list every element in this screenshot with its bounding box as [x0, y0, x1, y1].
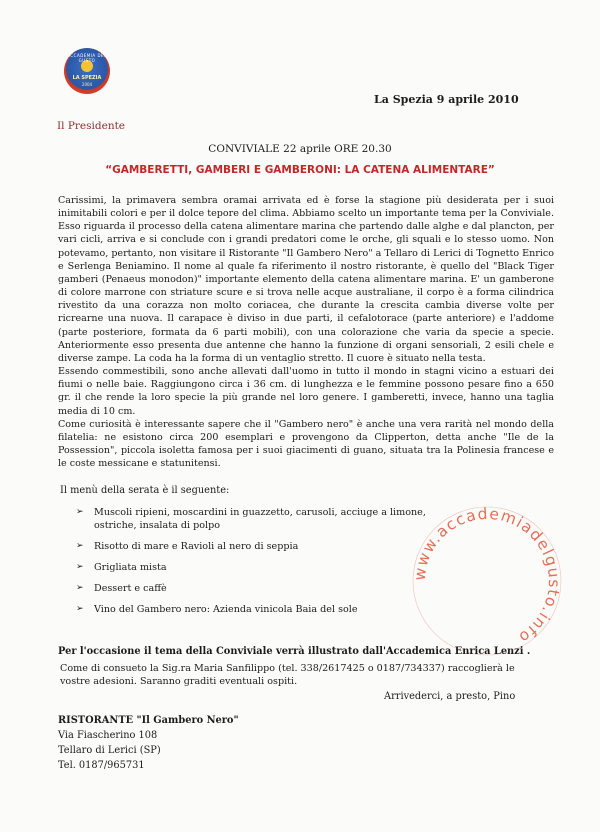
- academy-logo: [64, 48, 110, 94]
- logo-city: LA SPEZIA: [72, 75, 102, 81]
- arrow-bullet-icon: ➢: [76, 541, 84, 551]
- speaker-note: Per l'occasione il tema della Conviviale verrà illustrato dall'Accademica Enrica Lenzi .: [58, 646, 531, 657]
- svg-text:www.accademiadelgusto.info: [411, 505, 563, 647]
- menu-item: ➢ Vino del Gambero nero: Azienda vinicola Baia del sole: [76, 604, 358, 615]
- restaurant-address: [58, 713, 239, 773]
- restaurant-name: RISTORANTE "Il Gambero Nero": [58, 715, 239, 726]
- restaurant-phone: Tel. 0187/965731: [58, 760, 145, 771]
- menu-item: ➢ Dessert e caffè: [76, 583, 167, 594]
- signature-line: Arrivederci, a presto, Pino: [384, 691, 516, 702]
- body-paragraph-1: Carissimi, la primavera sembra oramai arrivata ed è forse la stagione più desiderata per i suoi inimitabili colori e per il dolce tepore del clima. Abbiamo scelto un importante tema per la Conviviale. Esso riguarda il processo della catena alimentare marina che partendo dalle alghe e dal plancton, per vari cicli, arriva e si conclude con i grandi predatori come le orche, gli squali e lo stesso uomo. Non potevamo, pertanto, non visitare il Ristorante "Il Gambero Nero" a Tellaro di Lerici di Tognetto Enrico e Serlenga Beniamino. Il nome al quale fa riferimento il nostro ristorante, è quello del "Black Tiger gamberi (Penaeus monodon)" importante elemento della catena alimentare marina. E' un gamberone di colore marrone con striature scure e si trova nelle acque australiane, il corpo è a forma cilindrica rivestito da una corazza non molto coriacea, che durante la crescita cambia diverse volte per ricrearne una nuova. Il carapace è diviso in due parti, il cefalotorace (parte anteriore) e l'addome (parte posteriore, formata da 6 parti mobili), con una colorazione che varia da specie a specie. Anteriormente esso presenta due antenne che hanno la funzione di organi sensoriali, 2 esili chele e diverse zampe. La coda ha la forma di un ventaglio stretto. Il cuore è situato nella testa.: [58, 195, 554, 364]
- arrow-bullet-icon: ➢: [76, 583, 84, 593]
- letter-date: La Spezia 9 aprile 2010: [374, 93, 519, 106]
- reservation-note: Come di consueto la Sig.ra Maria Sanfilippo (tel. 338/2617425 o 0187/734337) raccoglierà le vostre adesioni. Saranno graditi eventuali ospiti.: [60, 663, 515, 687]
- menu-item: ➢ Muscoli ripieni, moscardini in guazzetto, carusoli, acciuge a limone, ostriche, insalata di polpo: [76, 507, 426, 531]
- stamp-text: www.accademiadelgusto.info: [410, 504, 564, 648]
- body-paragraph-3: Come curiosità è interessante sapere che il "Gambero nero" è anche una vera rarità nel mondo della filatelia: ne esistono circa 200 esemplari e provengono da Clipperton, detta anche "Ile de la Possession", piccola isoletta famosa per i suoi giacimenti di guano, situata tra la Polinesia francese e le coste messicane e statunitensi.: [58, 418, 554, 470]
- menu-item: ➢ Risotto di mare e Ravioli al nero di seppia: [76, 541, 299, 552]
- restaurant-street: Via Fiascherino 108: [58, 730, 158, 741]
- logo-ring-text: ACCADEMIA DEL GUSTO: [67, 53, 107, 63]
- website-stamp: [402, 496, 572, 666]
- menu-item: ➢ Grigliata mista: [76, 562, 167, 573]
- restaurant-city: Tellaro di Lerici (SP): [58, 745, 161, 756]
- arrow-bullet-icon: ➢: [76, 507, 84, 517]
- president-label: Il Presidente: [57, 120, 126, 132]
- body-paragraph-2: Essendo commestibili, sono anche allevati dall'uomo in tutto il mondo in stagni vicino a estuari dei fiumi o nelle baie. Raggiungono circa i 36 cm. di lunghezza e le femmine possono pesare fino a 650 gr. il che rende la loro specie la più grande nel loro genere. I gamberetti, invece, hanno una taglia media di 10 cm.: [58, 366, 554, 417]
- arrow-bullet-icon: ➢: [76, 604, 84, 614]
- arrow-bullet-icon: ➢: [76, 562, 84, 572]
- event-headline: “GAMBERETTI, GAMBERI E GAMBERONI: LA CATENA ALIMENTARE”: [105, 164, 495, 176]
- letter-body: [58, 194, 554, 470]
- menu-intro: Il menù della serata è il seguente:: [60, 485, 230, 496]
- event-date-time: CONVIVIALE 22 aprile ORE 20.30: [208, 143, 392, 155]
- logo-year: 2004: [81, 82, 93, 87]
- menu-list: [76, 506, 436, 624]
